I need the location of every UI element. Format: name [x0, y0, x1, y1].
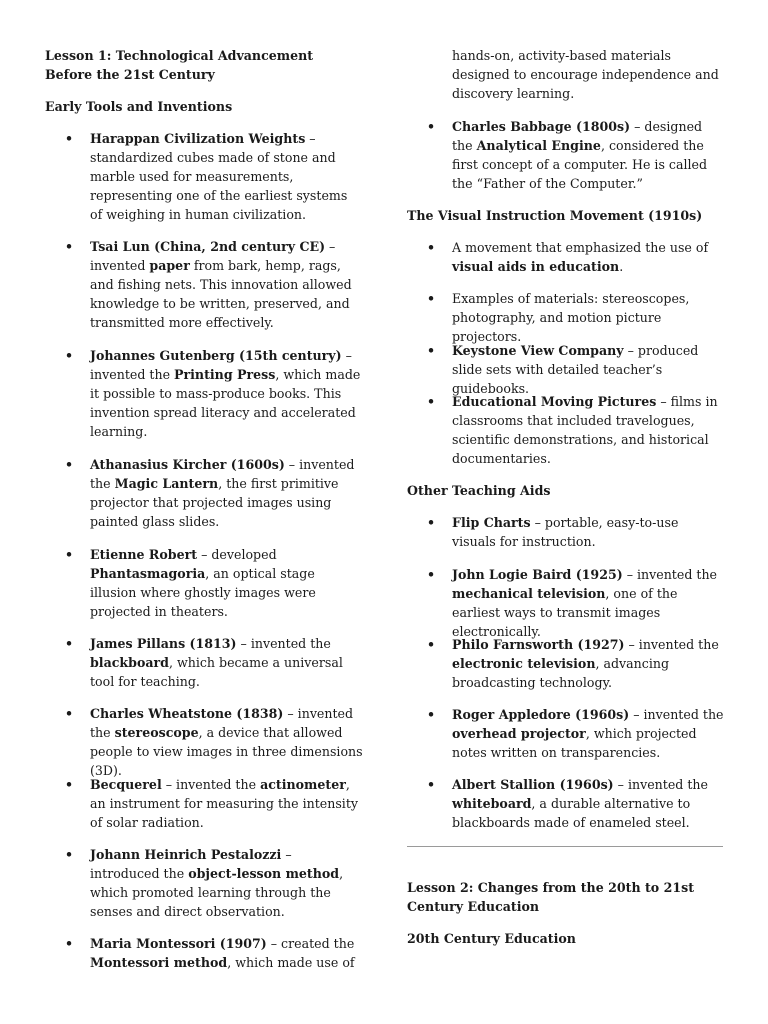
item-desc-2: , advancing broadcasting technology. — [452, 656, 670, 690]
item-name: Charles Babbage (1800s) — [452, 119, 631, 134]
item-desc-2: , an optical stage illusion where ghostly images were projected in theaters. — [90, 566, 316, 619]
lesson-1-title: Lesson 1: Technological Advancement Before the 21st Century — [45, 48, 314, 82]
item-desc-2: , considered the first concept of a computer. He is called the “Father of the Computer.” — [452, 138, 708, 191]
item-desc: – invented the — [613, 777, 708, 792]
continued-text — [407, 46, 725, 103]
item-desc-2: , which projected notes written on transparencies. — [452, 726, 697, 760]
item-name: Becquerel — [90, 777, 162, 792]
bullet: • — [65, 457, 74, 472]
lesson-2-title: Lesson 2: Changes from the 20th to 21st Century Education — [407, 880, 695, 914]
item-name: John Logie Baird (1925) — [452, 567, 623, 582]
item-name: Albert Stallion (1960s) — [452, 777, 614, 792]
item-desc: – invented the — [622, 567, 718, 582]
item-name: Athanasius Kircher (1600s) — [90, 457, 285, 472]
item-desc-2: . — [619, 259, 624, 274]
montessori-continuation: hands-on, activity-based materials designed to encourage independence and discovery learning. — [452, 48, 719, 101]
item-name: Maria Montessori (1907) — [90, 936, 267, 951]
item-desc-2: from bark, hemp, rags, and fishing nets. This innovation allowed knowledge to be written, preserved, and transmitted more effectively. — [90, 258, 352, 330]
list-item — [407, 775, 725, 832]
item-desc: – produced slide sets with detailed teacher’s guidebooks. — [452, 343, 699, 396]
list-item — [45, 346, 363, 441]
item-desc: – invented — [90, 239, 336, 273]
item-name: Educational Moving Pictures — [452, 394, 657, 409]
item-desc: – invented the — [629, 707, 724, 722]
item-term: Analytical Engine — [476, 138, 601, 153]
item-desc-2: , which promoted learning through the senses and direct observation. — [90, 866, 344, 919]
list-item — [407, 289, 725, 346]
bullet: • — [427, 291, 436, 306]
bullet: • — [427, 777, 436, 792]
item-desc: – invented the — [161, 777, 261, 792]
item-desc: – standardized cubes made of stone and marble used for measurements, representing one of the earliest systems of weighing in human civilization. — [90, 131, 348, 222]
item-name: Keystone View Company — [452, 343, 624, 358]
item-desc: – invented the — [236, 636, 331, 651]
item-desc-2: , a device that allowed people to view images in three dimensions (3D). — [90, 725, 363, 778]
item-desc: – designed the — [452, 119, 703, 153]
list-item — [45, 545, 363, 621]
bullet: • — [427, 637, 436, 652]
list-item — [407, 341, 725, 398]
list-item — [45, 129, 363, 224]
item-name: Johann Heinrich Pestalozzi — [90, 847, 282, 862]
item-name: Flip Charts — [452, 515, 531, 530]
item-desc-2: , one of the earliest ways to transmit images electronically. — [452, 586, 678, 639]
list-item — [45, 237, 363, 332]
item-term: Printing Press — [174, 367, 276, 382]
item-desc: – developed — [197, 547, 277, 562]
bullet: • — [65, 706, 74, 721]
item-name: Charles Wheatstone (1838) — [90, 706, 284, 721]
item-name: James Pillans (1813) — [90, 636, 237, 651]
list-item — [407, 117, 725, 193]
other-teaching-aids-heading: Other Teaching Aids — [407, 483, 551, 498]
list-item — [407, 635, 725, 692]
list-item — [45, 845, 363, 921]
bullet: • — [427, 707, 436, 722]
bullet: • — [65, 131, 74, 146]
item-term: mechanical television — [452, 586, 606, 601]
bullet: • — [65, 847, 74, 862]
list-item — [407, 565, 725, 641]
item-desc-2: , the first primitive projector that projected images using painted glass slides. — [90, 476, 339, 529]
item-desc-2: , which made it possible to mass-produce books. This invention spread literacy and accelerated learning. — [90, 367, 361, 439]
item-desc: – invented the — [90, 457, 355, 491]
bullet: • — [427, 119, 436, 134]
item-desc-2: , an instrument for measuring the intensity of solar radiation. — [90, 777, 359, 830]
bullet: • — [65, 348, 74, 363]
item-desc: – introduced the — [90, 847, 292, 881]
list-item — [45, 934, 363, 972]
item-term: object-lesson method — [188, 866, 340, 881]
item-name: Johannes Gutenberg (15th century) — [90, 348, 342, 363]
bullet: • — [65, 239, 74, 254]
list-item — [45, 775, 363, 832]
item-term: electronic television — [452, 656, 596, 671]
bullet: • — [65, 636, 74, 651]
list-item — [45, 455, 363, 531]
item-term: paper — [149, 258, 190, 273]
item-desc-2: , which became a universal tool for teaching. — [90, 655, 343, 689]
list-item — [45, 704, 363, 780]
item-desc: – invented the — [90, 706, 354, 740]
item-term: visual aids in education — [452, 259, 620, 274]
item-term: stereoscope — [114, 725, 199, 740]
item-term: blackboard — [90, 655, 169, 670]
item-desc-2: , a durable alternative to blackboards made of enameled steel. — [452, 796, 691, 830]
bullet: • — [427, 240, 436, 255]
list-item — [407, 238, 725, 276]
item-term: Magic Lantern — [114, 476, 219, 491]
item-desc: – invented the — [90, 348, 352, 382]
list-item — [407, 513, 725, 551]
list-item — [407, 392, 725, 468]
visual-instruction-heading: The Visual Instruction Movement (1910s) — [407, 208, 703, 223]
bullet: • — [427, 394, 436, 409]
item-name: Tsai Lun (China, 2nd century CE) — [90, 239, 326, 254]
item-name: Harappan Civilization Weights — [90, 131, 306, 146]
list-item — [407, 705, 725, 762]
early-tools-heading: Early Tools and Inventions — [45, 99, 233, 114]
item-term: Montessori method — [90, 955, 228, 970]
twentieth-century-heading: 20th Century Education — [407, 931, 576, 946]
list-item — [45, 634, 363, 691]
bullet: • — [427, 515, 436, 530]
item-name: Philo Farnsworth (1927) — [452, 637, 625, 652]
item-term: Phantasmagoria — [90, 566, 206, 581]
item-term: overhead projector — [452, 726, 586, 741]
bullet: • — [427, 343, 436, 358]
item-name: Roger Appledore (1960s) — [452, 707, 630, 722]
item-desc: Examples of materials: stereoscopes, photography, and motion picture projectors. — [452, 291, 690, 344]
item-term: actinometer — [260, 777, 346, 792]
bullet: • — [427, 567, 436, 582]
item-term: whiteboard — [452, 796, 532, 811]
item-desc: A movement that emphasized the use of — [452, 240, 709, 255]
item-name: Etienne Robert — [90, 547, 198, 562]
item-desc: – portable, easy-to-use visuals for instruction. — [452, 515, 679, 549]
bullet: • — [65, 936, 74, 951]
section-divider — [407, 846, 723, 847]
bullet: • — [65, 547, 74, 562]
item-desc-2: , which made use of — [227, 955, 355, 970]
bullet: • — [65, 777, 74, 792]
item-desc: – invented the — [624, 637, 719, 652]
item-desc: – created the — [266, 936, 355, 951]
item-desc: – films in classrooms that included travelogues, scientific demonstrations, and historical documentaries. — [452, 394, 718, 466]
